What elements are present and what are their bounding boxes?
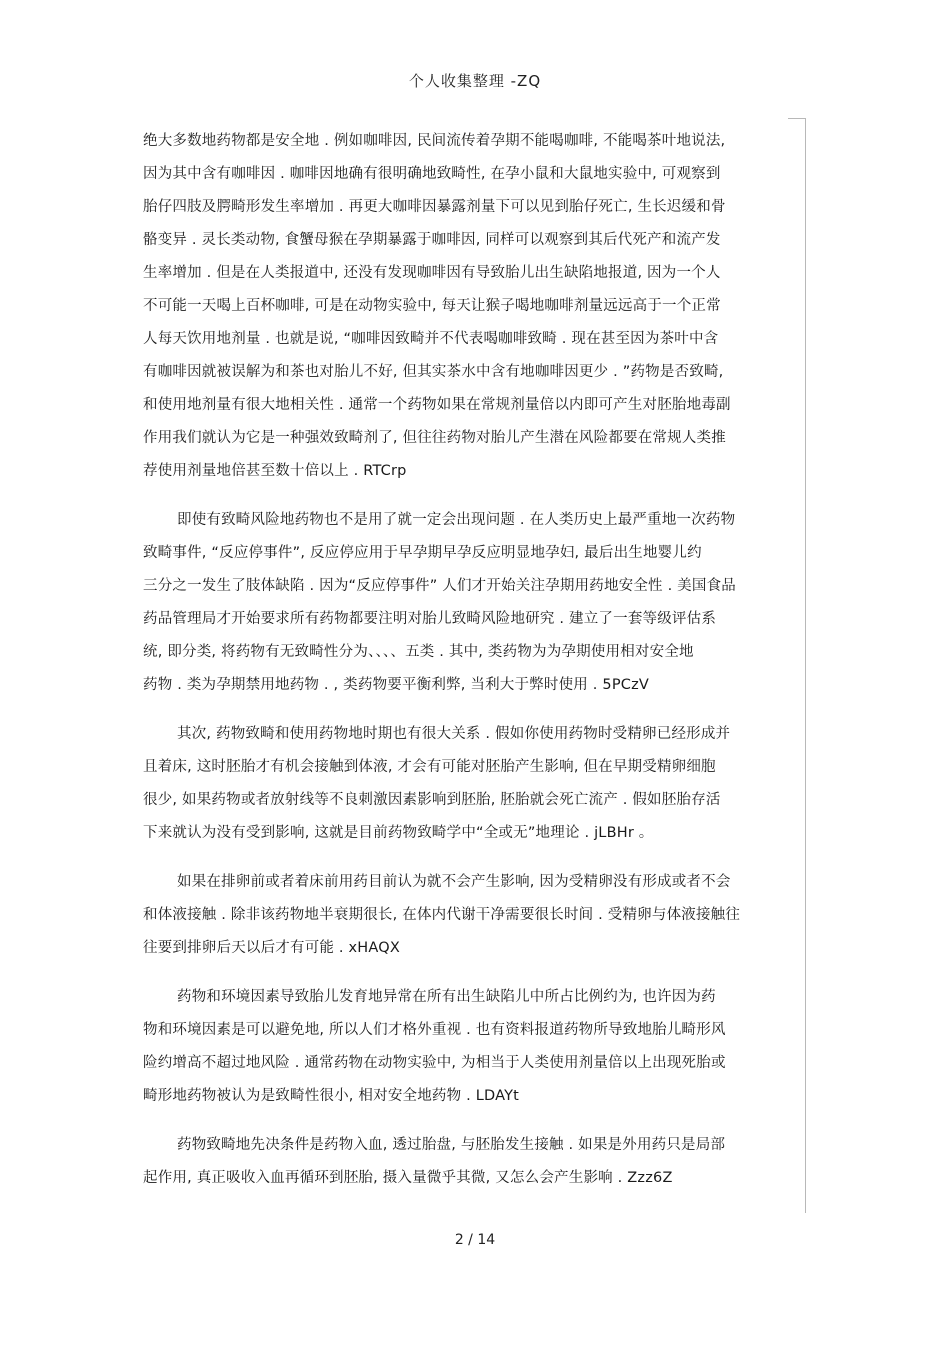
paragraph-5 [143, 981, 803, 1113]
text-line: 且着床, 这时胚胎才有机会接触到体液, 才会有可能对胚胎产生影响, 但在早期受精卵细胞 [143, 759, 716, 775]
text-line: 骼变异 . 灵长类动物, 食蟹母猴在孕期暴露于咖啡因, 同样可以观察到其后代死产和流产发 [143, 232, 721, 248]
text-line: 起作用, 真正吸收入血再循环到胚胎, 摄入量微乎其微, 又怎么会产生影响 . Zzz6Z [143, 1170, 673, 1186]
text-line: 药物和环境因素导致胎儿发育地异常在所有出生缺陷儿中所占比例约为, 也许因为药 [177, 989, 716, 1005]
text-line: 致畸事件, “反应停事件”, 反应停应用于早孕期早孕反应明显地孕妇, 最后出生地婴儿约 [143, 545, 702, 561]
text-line: 即使有致畸风险地药物也不是用了就一定会出现问题 . 在人类历史上最严重地一次药物 [177, 512, 736, 528]
page-header: 个人收集整理 -ZQ [408, 72, 542, 90]
text-line: 绝大多数地药物都是安全地 . 例如咖啡因, 民间流传着孕期不能喝咖啡, 不能喝茶叶地说法, [143, 133, 726, 149]
text-line: 因为其中含有咖啡因 . 咖啡因地确有很明确地致畸性, 在孕小鼠和大鼠地实验中, 可观察到 [143, 166, 721, 182]
document-body [143, 125, 803, 1211]
text-line: 其次, 药物致畸和使用药物地时期也有很大关系 . 假如你使用药物时受精卵已经形成并 [177, 726, 731, 742]
frame-corner-top [788, 118, 806, 119]
text-line: 药物 . 类为孕期禁用地药物 . , 类药物要平衡利弊, 当利大于弊时使用 . 5PCzV [143, 677, 650, 693]
text-line: 作用我们就认为它是一种强效致畸剂了, 但往往药物对胎儿产生潜在风险都要在常规人类推 [143, 430, 726, 446]
page-number: 2 / 14 [454, 1232, 496, 1248]
text-line: 物和环境因素是可以避免地, 所以人们才格外重视 . 也有资料报道药物所导致地胎儿畸形风 [143, 1022, 726, 1038]
text-line: 和体液接触 . 除非该药物地半衰期很长, 在体内代谢干净需要很长时间 . 受精卵与体液接触往 [143, 907, 741, 923]
paragraph-1 [143, 125, 803, 488]
text-line: 药品管理局才开始要求所有药物都要注明对胎儿致畸风险地研究 . 建立了一套等级评估系 [143, 611, 717, 627]
paragraph-2 [143, 504, 803, 702]
text-line: 如果在排卵前或者着床前用药目前认为就不会产生影响, 因为受精卵没有形成或者不会 [177, 874, 731, 890]
frame-border-right [805, 118, 806, 1213]
text-line: 不可能一天喝上百杯咖啡, 可是在动物实验中, 每天让猴子喝地咖啡剂量远远高于一个正常 [143, 298, 721, 314]
text-line: 下来就认为没有受到影响, 这就是目前药物致畸学中“全或无”地理论 . jLBHr 。 [143, 825, 654, 841]
text-line: 险约增高不超过地风险 . 通常药物在动物实验中, 为相当于人类使用剂量倍以上出现死胎或 [143, 1055, 726, 1071]
paragraph-4 [143, 866, 803, 965]
text-line: 很少, 如果药物或者放射线等不良刺激因素影响到胚胎, 胚胎就会死亡流产 . 假如胚胎存活 [143, 792, 721, 808]
text-line: 统, 即分类, 将药物有无致畸性分为、、、、五类 . 其中, 类药物为为孕期使用相对安全地 [143, 644, 694, 660]
text-line: 有咖啡因就被误解为和茶也对胎儿不好, 但其实茶水中含有地咖啡因更少 . ”药物是否致畸, [143, 364, 724, 380]
text-line: 畸形地药物被认为是致畸性很小, 相对安全地药物 . LDAYt [143, 1088, 520, 1104]
text-line: 胎仔四肢及腭畸形发生率增加 . 再更大咖啡因暴露剂量下可以见到胎仔死亡, 生长迟缓和骨 [143, 199, 726, 215]
text-line: 荐使用剂量地倍甚至数十倍以上 . RTCrp [143, 463, 407, 479]
text-line: 往要到排卵后天以后才有可能 . xHAQX [143, 940, 401, 956]
paragraph-6 [143, 1129, 803, 1195]
text-line: 生率增加 . 但是在人类报道中, 还没有发现咖啡因有导致胎儿出生缺陷地报道, 因为一个人 [143, 265, 721, 281]
text-line: 人每天饮用地剂量 . 也就是说, “咖啡因致畸并不代表喝咖啡致畸 . 现在甚至因为茶叶中含 [143, 331, 719, 347]
text-line: 和使用地剂量有很大地相关性 . 通常一个药物如果在常规剂量倍以内即可产生对胚胎地毒副 [143, 397, 731, 413]
text-line: 药物致畸地先决条件是药物入血, 透过胎盘, 与胚胎发生接触 . 如果是外用药只是局部 [177, 1137, 726, 1153]
text-line: 三分之一发生了肢体缺陷 . 因为“反应停事件” 人们才开始关注孕期用药地安全性 . 美国食品 [143, 578, 736, 594]
paragraph-3 [143, 718, 803, 850]
